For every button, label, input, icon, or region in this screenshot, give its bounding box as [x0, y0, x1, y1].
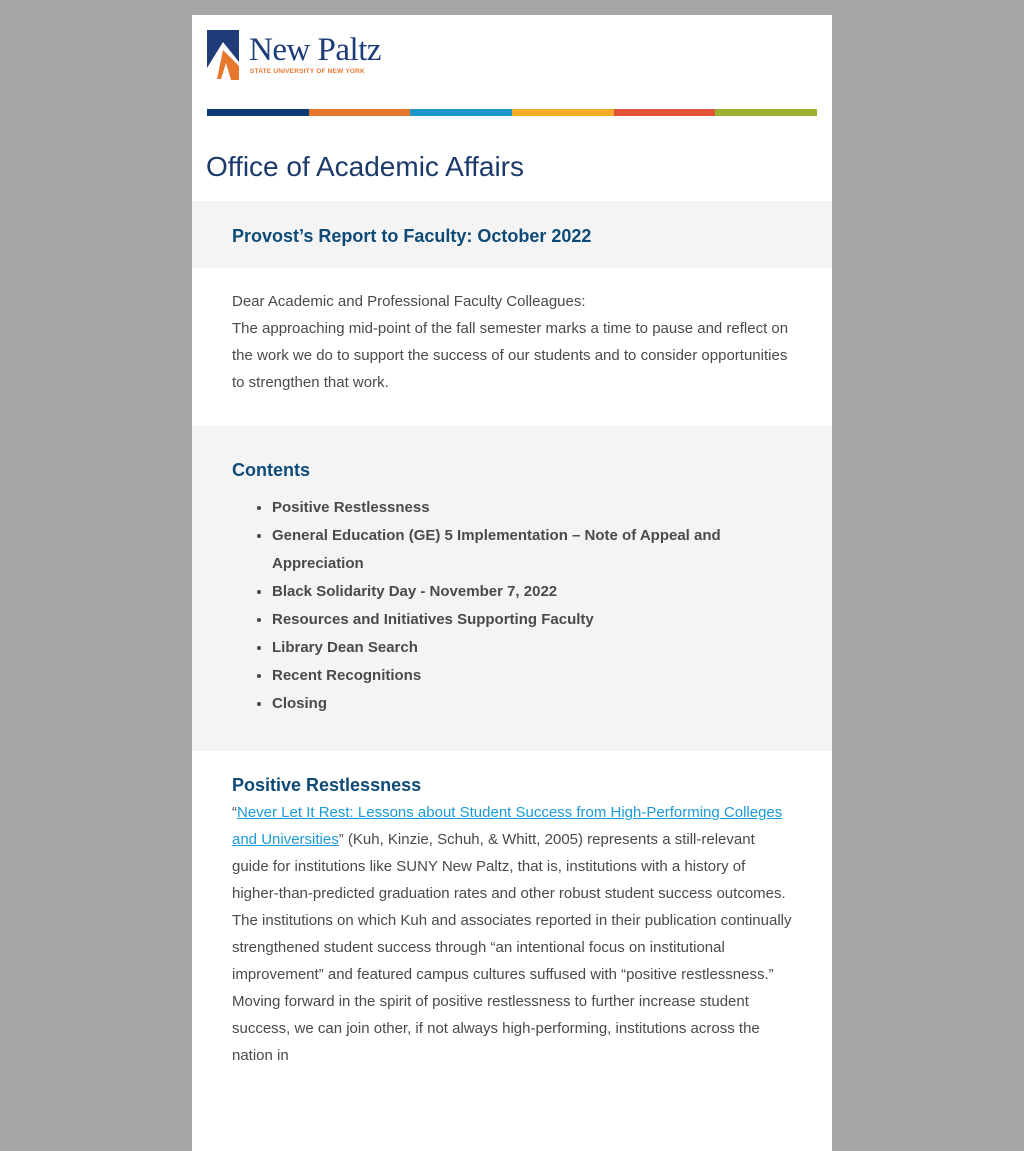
logo-tagline: STATE UNIVERSITY OF NEW YORK [250, 68, 365, 75]
contents-item-recent-recognitions[interactable]: • Recent Recognitions [272, 662, 792, 690]
contents-list [232, 494, 792, 718]
positive-restlessness-section [192, 751, 832, 1151]
brand-color-bar [207, 109, 817, 116]
report-title-section [192, 201, 832, 268]
email-newsletter [192, 15, 832, 1064]
contents-item-black-solidarity-day[interactable]: • Black Solidarity Day - November 7, 2022 [272, 578, 792, 606]
intro-greeting: Dear Academic and Professional Faculty Colleagues: [232, 293, 586, 310]
contents-item-general-education[interactable]: • General Education (GE) 5 Implementation – Note of Appeal and Appreciation [272, 522, 792, 578]
color-bar-segment [207, 109, 309, 116]
new-paltz-mark-icon [207, 30, 239, 80]
newsletter-header [192, 15, 832, 201]
intro-paragraph: The approaching mid-point of the fall semester marks a time to pause and reflect on the work we do to support the success of our students and to consider opportunities to strengthen that work. [232, 320, 789, 391]
open-quote: “ [232, 804, 237, 821]
color-bar-segment [410, 109, 512, 116]
intro-text [232, 288, 802, 396]
contents-title: Contents [232, 460, 310, 480]
never-let-it-rest-link[interactable]: Never Let It Rest: Lessons about Student Success from High-Performing Colleges and Universities [232, 804, 783, 848]
article-title: Positive Restlessness [232, 775, 422, 795]
color-bar-segment [512, 109, 614, 116]
color-bar-segment [309, 109, 411, 116]
office-title: Office of Academic Affairs [206, 151, 525, 182]
logo-wordmark: New Paltz [249, 32, 382, 68]
contents-item-resources-initiatives[interactable]: • Resources and Initiatives Supporting Faculty [272, 606, 792, 634]
contents-section [192, 426, 832, 751]
report-title: Provost’s Report to Faculty: October 2022 [232, 226, 592, 246]
color-bar-segment [614, 109, 716, 116]
intro-section [192, 268, 832, 426]
contents-item-closing[interactable]: • Closing [272, 690, 792, 718]
contents-item-positive-restlessness[interactable]: • Positive Restlessness [272, 494, 792, 522]
article-body [232, 799, 792, 1069]
new-paltz-logo[interactable] [207, 30, 383, 80]
contents-item-library-dean-search[interactable]: • Library Dean Search [272, 634, 792, 662]
article-body-text: ” (Kuh, Kinzie, Schuh, & Whitt, 2005) represents a still-relevant guide for institutions like SUNY New Paltz, that is, institutions with a history of higher-than-predicted graduation rates and other robust student success outcomes. The institutions on which Kuh and associates reported in their publication continually strengthened student success through “an intentional focus on institutional improvement” and featured campus cultures suffused with “positive restlessness.” Moving forward in the spirit of positive restlessness to further increase student success, we can join other, if not always high-performing, institutions across the nation in [232, 831, 792, 1064]
color-bar-segment [715, 109, 817, 116]
